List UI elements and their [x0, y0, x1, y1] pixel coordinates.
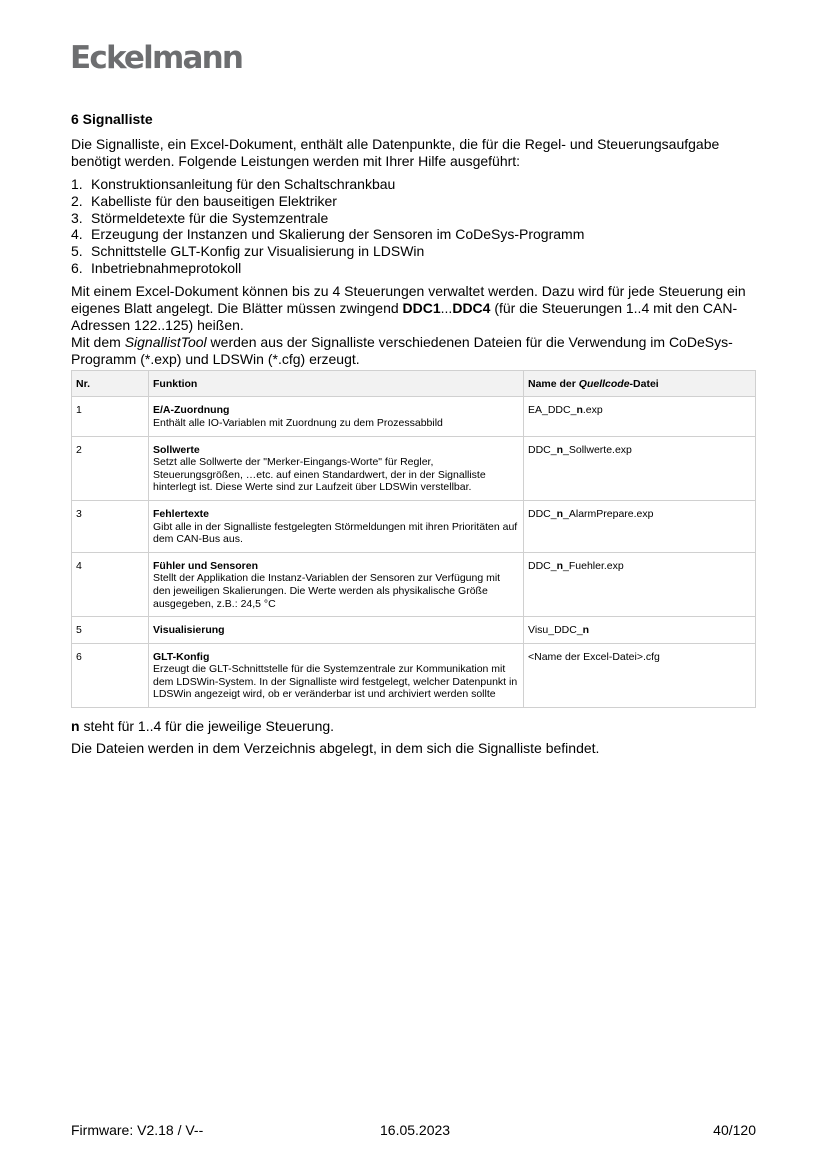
table-row — [72, 436, 756, 500]
list-item: 5. Schnittstelle GLT-Konfig zur Visualisierung in LDSWin — [71, 243, 425, 260]
cell-nr: 6 — [72, 643, 149, 707]
excel-paragraph: Mit einem Excel-Dokument können bis zu 4 Steuerungen verwaltet werden. Dazu wird für jede Steuerung ein eigenes Blatt angelegt. Die Blätter müssen zwingend DDC1...DDC4 (für die Steuerungen 1..4 mit den CAN-Adressen 122..125) heißen. — [71, 282, 746, 333]
cell-datei: <Name der Excel-Datei>.cfg — [524, 643, 756, 707]
list-item: 1. Konstruktionsanleitung für den Schaltschrankbau — [71, 176, 396, 192]
footer-firmware: Firmware: V2.18 / V-- — [71, 1122, 204, 1138]
tool-paragraph: Mit dem SignallistTool werden aus der Signalliste verschiedenen Dateien für die Verwendung im CoDeSys-Programm (*.exp) und LDSWin (*.cfg) erzeugt. — [71, 333, 733, 367]
location-note: Die Dateien werden in dem Verzeichnis abgelegt, in dem sich die Signalliste befindet. — [71, 740, 600, 757]
cell-nr: 3 — [72, 500, 149, 552]
cell-funktion: Sollwerte Setzt alle Sollwerte der "Merker-Eingangs-Worte" für Regler, Steuerungsgrößen, …etc. auf einen Standardwert, der in der Signalliste hinterlegt ist. Diese Werte sind zur Laufzeit über LDSWin verstellbar. — [149, 436, 524, 500]
cell-funktion: Fühler und Sensoren Stellt der Applikation die Instanz-Variablen der Sensoren zur Verfügung mit den jeweiligen Skalierungen. Die Werte werden als physikalische Größe ausgegeben, z.B.: 24,5 °C — [149, 552, 524, 616]
cell-funktion: Visualisierung — [149, 617, 524, 644]
list-item: 2. Kabelliste für den bauseitigen Elektriker — [71, 192, 337, 209]
table-row — [72, 643, 756, 707]
cell-datei: EA_DDC_n.exp — [524, 397, 756, 436]
cell-datei: DDC_n_Fuehler.exp — [524, 552, 756, 616]
header-nr: Nr. — [72, 370, 149, 397]
cell-funktion: E/A-Zuordnung Enthält alle IO-Variablen mit Zuordnung zu dem Prozessabbild — [149, 397, 524, 436]
cell-funktion: GLT-Konfig Erzeugt die GLT-Schnittstelle für die Systemzentrale zur Kommunikation mit dem LDSWin-System. In der Signalliste wird festgelegt, welcher Datenpunkt in LDSWin angezeigt wird, ob er veränderbar ist und archiviert werden sollte — [149, 643, 524, 707]
intro-paragraph: Die Signalliste, ein Excel-Dokument, enthält alle Datenpunkte, die für die Regel- und Steuerungsaufgabe benötigt werden. Folgende Leistungen werden mit Ihrer Hilfe ausgeführt: — [71, 136, 720, 169]
table-row — [72, 397, 756, 436]
cell-nr: 2 — [72, 436, 149, 500]
table-header-row — [72, 370, 756, 397]
eckelmann-logo: Eckelmann — [70, 40, 243, 76]
table-row — [72, 552, 756, 616]
header-datei: Name der Quellcode-Datei — [524, 370, 756, 397]
cell-nr: 4 — [72, 552, 149, 616]
cell-datei: DDC_n_AlarmPrepare.exp — [524, 500, 756, 552]
table-row — [72, 500, 756, 552]
header-funktion: Funktion — [149, 370, 524, 397]
cell-datei: DDC_n_Sollwerte.exp — [524, 436, 756, 500]
cell-funktion: Fehlertexte Gibt alle in der Signalliste festgelegten Störmeldungen mit ihren Prioritäten auf dem CAN-Bus aus. — [149, 500, 524, 552]
list-item: 4. Erzeugung der Instanzen und Skalierung der Sensoren im CoDeSys-Programm — [71, 226, 585, 243]
footer-date: 16.05.2023 — [380, 1122, 451, 1138]
footer-page-number: 40/120 — [713, 1122, 756, 1138]
n-note: n steht für 1..4 für die jeweilige Steuerung. — [71, 718, 335, 735]
list-item: 6. Inbetriebnahmeprotokoll — [71, 259, 242, 276]
section-title: 6 Signalliste — [71, 111, 153, 127]
table-row — [72, 617, 756, 644]
cell-nr: 5 — [72, 617, 149, 644]
services-list — [71, 176, 756, 277]
list-item: 3. Störmeldetexte für die Systemzentrale — [71, 209, 329, 226]
cell-nr: 1 — [72, 397, 149, 436]
signal-file-table — [71, 370, 756, 708]
cell-datei: Visu_DDC_n — [524, 617, 756, 644]
document-content — [71, 111, 756, 757]
